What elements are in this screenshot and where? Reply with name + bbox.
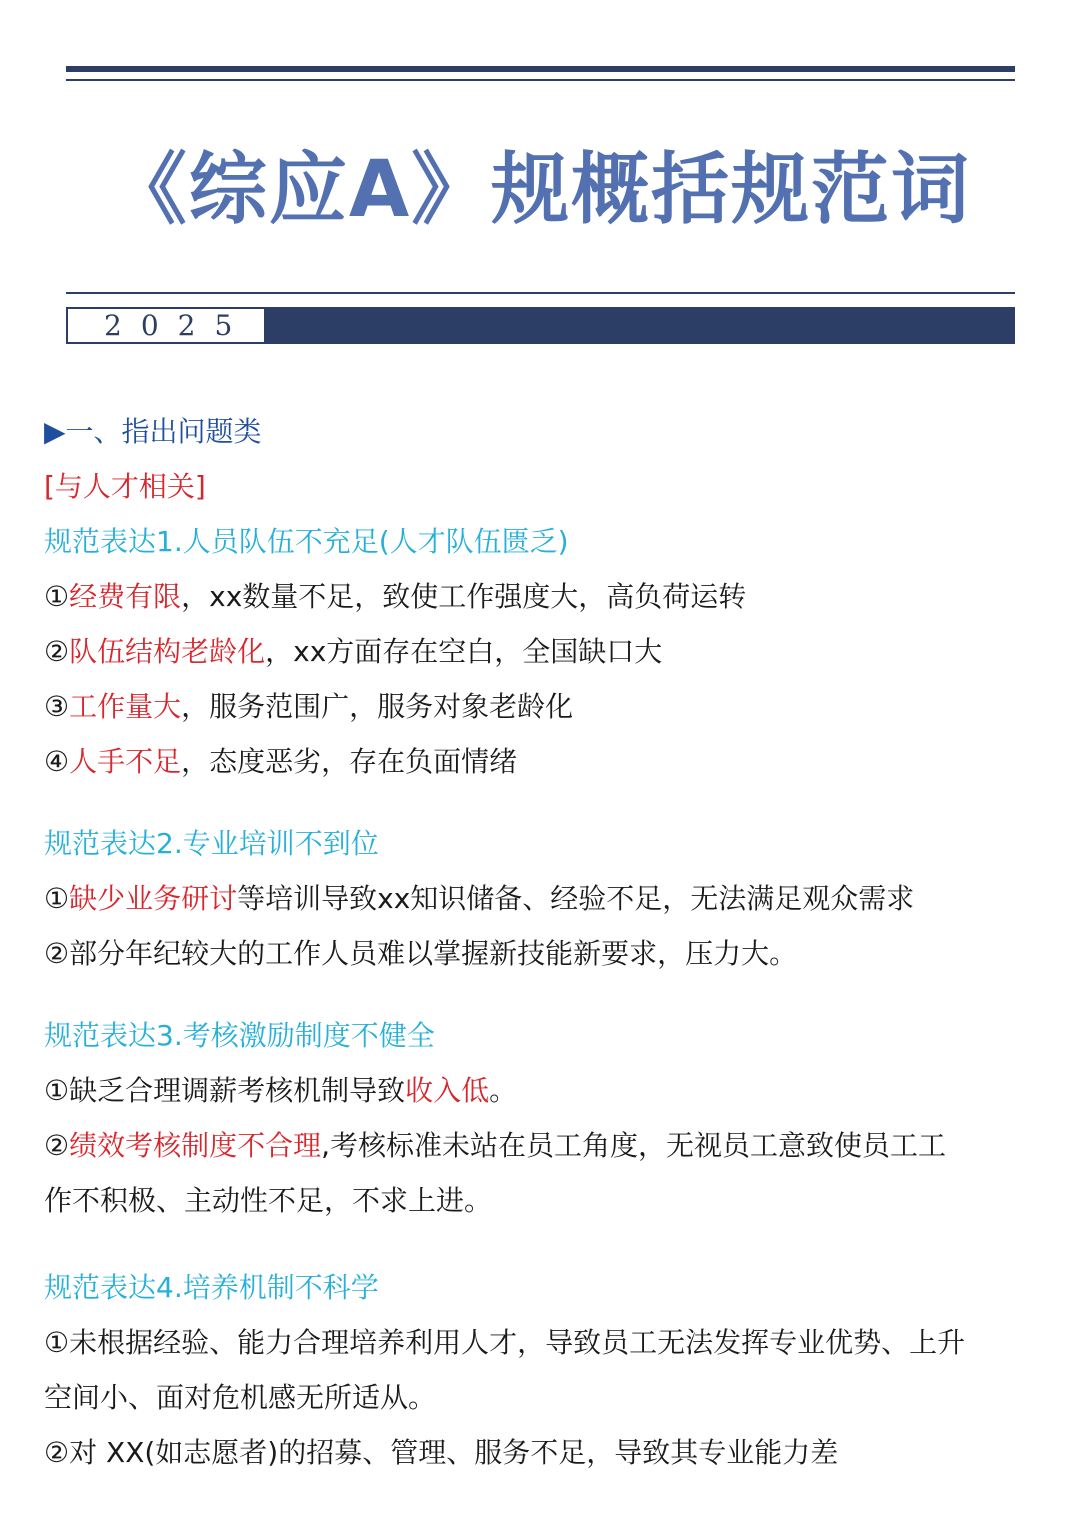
item-number: ② xyxy=(44,937,70,970)
item-text: ，xx方面存在空白，全国缺口大 xyxy=(265,635,663,668)
item-text: ，服务范围广，服务对象老龄化 xyxy=(181,690,574,723)
top-thick-rule xyxy=(66,66,1015,72)
list-item-continuation: 作不积极、主动性不足，不求上进。 xyxy=(44,1184,493,1217)
list-item xyxy=(44,679,1044,734)
list-item xyxy=(44,1118,1044,1173)
item-highlight: 工作量大 xyxy=(69,690,182,723)
group-heading-2: 规范表达2.专业培训不到位 xyxy=(44,827,379,860)
item-highlight: 人手不足 xyxy=(69,745,182,778)
item-highlight: 绩效考核制度不合理 xyxy=(69,1129,322,1162)
item-number: ③ xyxy=(44,690,70,723)
list-item xyxy=(44,624,1044,679)
item-text: 部分年纪较大的工作人员难以掌握新技能新要求，压力大。 xyxy=(69,937,798,970)
section-heading: ▶一、指出问题类 xyxy=(44,415,262,448)
group-heading-1: 规范表达1.人员队伍不充足(人才队伍匮乏) xyxy=(44,525,569,558)
item-text: 等培训导致xx知识储备、经验不足，无法满足观众需求 xyxy=(237,882,915,915)
item-text: ，态度恶劣，存在负面情绪 xyxy=(181,745,518,778)
item-text: 未根据经验、能力合理培养利用人才，导致员工无法发挥专业优势、上升 xyxy=(69,1326,966,1359)
list-item xyxy=(44,926,1044,981)
item-text: 对 XX(如志愿者)的招募、管理、服务不足，导致其专业能力差 xyxy=(69,1436,839,1469)
list-item xyxy=(44,734,1044,789)
list-item xyxy=(44,1063,1044,1118)
year-label: 2025 xyxy=(66,307,266,344)
list-item-continuation: 空间小、面对危机感无所适从。 xyxy=(44,1381,437,1414)
list-item xyxy=(44,569,1044,624)
item-text: 缺乏合理调薪考核机制导致 xyxy=(69,1074,406,1107)
item-number: ④ xyxy=(44,745,70,778)
item-number: ① xyxy=(44,580,70,613)
group-heading-3: 规范表达3.考核激励制度不健全 xyxy=(44,1019,435,1052)
item-highlight: 队伍结构老龄化 xyxy=(69,635,266,668)
list-item xyxy=(44,1425,1044,1480)
item-highlight: 收入低 xyxy=(405,1074,490,1107)
item-number: ① xyxy=(44,882,70,915)
item-text: ,考核标准未站在员工角度，无视员工意致使员工工 xyxy=(321,1129,947,1162)
spacer xyxy=(44,1228,1044,1260)
item-text: 。 xyxy=(489,1074,518,1107)
item-text: ，xx数量不足，致使工作强度大，高负荷运转 xyxy=(181,580,747,613)
year-banner xyxy=(66,307,1015,344)
topic-tag: [与人才相关] xyxy=(44,470,206,503)
spacer xyxy=(44,981,1044,1008)
spacer xyxy=(44,789,1044,816)
item-number: ① xyxy=(44,1074,70,1107)
top-thin-rule xyxy=(66,79,1015,81)
item-number: ① xyxy=(44,1326,70,1359)
item-number: ② xyxy=(44,635,70,668)
page-title: 《综应A》规概括规范词 xyxy=(108,145,972,235)
middle-thin-rule xyxy=(66,292,1015,294)
item-number: ② xyxy=(44,1129,70,1162)
year-banner-fill xyxy=(264,307,1015,344)
content xyxy=(44,404,1044,1480)
item-number: ② xyxy=(44,1436,70,1469)
list-item xyxy=(44,871,1044,926)
list-item xyxy=(44,1315,1044,1370)
item-highlight: 经费有限 xyxy=(69,580,182,613)
group-heading-4: 规范表达4.培养机制不科学 xyxy=(44,1271,379,1304)
item-highlight: 缺少业务研讨 xyxy=(69,882,238,915)
